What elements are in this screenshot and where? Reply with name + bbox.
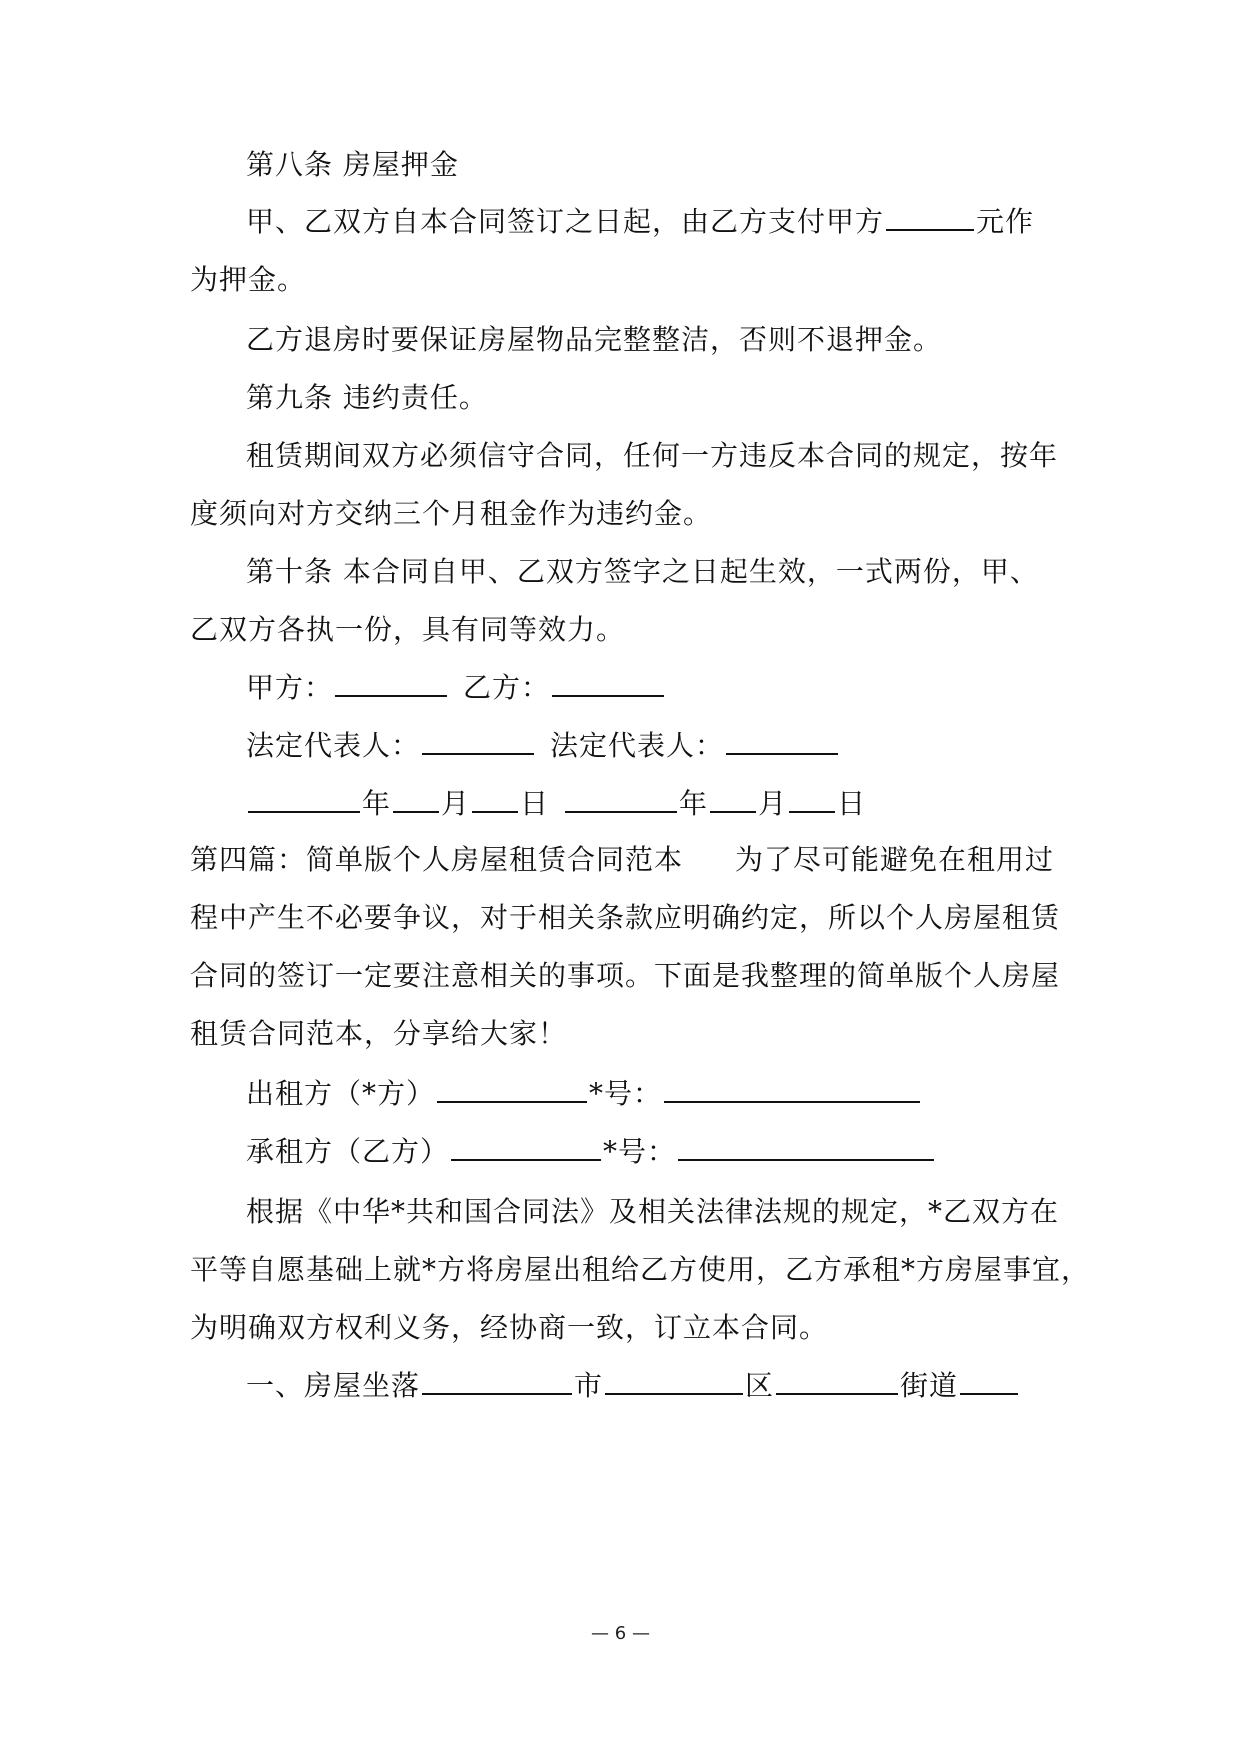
month-blank [393,785,439,813]
section-1-property-location: 一、房屋坐落 市 区 街道 [246,1366,1020,1406]
party-a-representative-blank [422,727,534,755]
page-number: — 6 — [591,1623,650,1644]
deposit-amount-blank [886,203,974,231]
day-blank [789,785,835,813]
contract-basis-line: 平等自愿基础上就*方将房屋出租给乙方使用，乙方承租*方房屋事宜， [190,1253,1091,1286]
lessor-line: 出租方（*方） *号： [246,1074,922,1114]
district-blank [776,1367,898,1395]
lessee-id-blank [678,1133,934,1161]
article-9-paragraph-line: 租赁期间双方必须信守合同，任何一方违反本合同的规定，按年 [246,439,1059,472]
lessor-name-blank [437,1075,587,1103]
article-9-heading: 第九条 违约责任。 [246,381,488,414]
part-4-intro-line: 租赁合同范本，分享给大家！ [190,1017,568,1050]
party-b-signature-blank [552,669,664,697]
day-blank [472,785,518,813]
lessee-line: 承租方（乙方） *号： [246,1132,936,1172]
signing-date-line: 年 月 日 年 月 日 [246,784,866,824]
part-4-intro-line: 合同的签订一定要注意相关的事项。下面是我整理的简单版个人房屋 [190,959,1061,992]
article-9-paragraph-line: 度须向对方交纳三个月租金作为违约金。 [190,497,713,530]
year-blank [565,785,677,813]
article-8-paragraph-line: 为押金。 [190,263,307,296]
part-4-intro-line: 程中产生不必要争议，对于相关条款应明确约定，所以个人房屋租赁 [190,901,1061,934]
street-blank [960,1367,1018,1395]
article-8-heading: 第八条 房屋押金 [246,148,459,181]
legal-representative-line: 法定代表人： 法定代表人： [246,726,840,766]
year-blank [248,785,360,813]
article-10-paragraph-line: 第十条 本合同自甲、乙双方签字之日起生效，一式两份，甲、 [246,555,1039,588]
party-b-representative-blank [726,727,838,755]
part-4-title-line: 第四篇：简单版个人房屋租赁合同范本 为了尽可能避免在租用过 [190,843,1055,876]
article-10-paragraph-line: 乙双方各执一份，具有同等效力。 [190,613,626,646]
article-8-paragraph: 乙方退房时要保证房屋物品完整整洁，否则不退押金。 [246,323,943,356]
part-4-title: 第四篇：简单版个人房屋租赁合同范本 [190,843,684,876]
month-blank [710,785,756,813]
city-blank [605,1367,743,1395]
party-a-signature-blank [335,669,447,697]
lessee-name-blank [451,1133,601,1161]
location-blank [422,1367,572,1395]
contract-basis-line: 根据《中华*共和国合同法》及相关法律法规的规定，*乙双方在 [246,1195,1060,1228]
article-8-paragraph-line: 甲、乙双方自本合同签订之日起，由乙方支付甲方 元作 [246,205,1035,238]
signature-parties-line: 甲方： 乙方： [246,668,666,708]
contract-basis-line: 为明确双方权利义务，经协商一致，订立本合同。 [190,1311,829,1344]
lessor-id-blank [664,1075,920,1103]
